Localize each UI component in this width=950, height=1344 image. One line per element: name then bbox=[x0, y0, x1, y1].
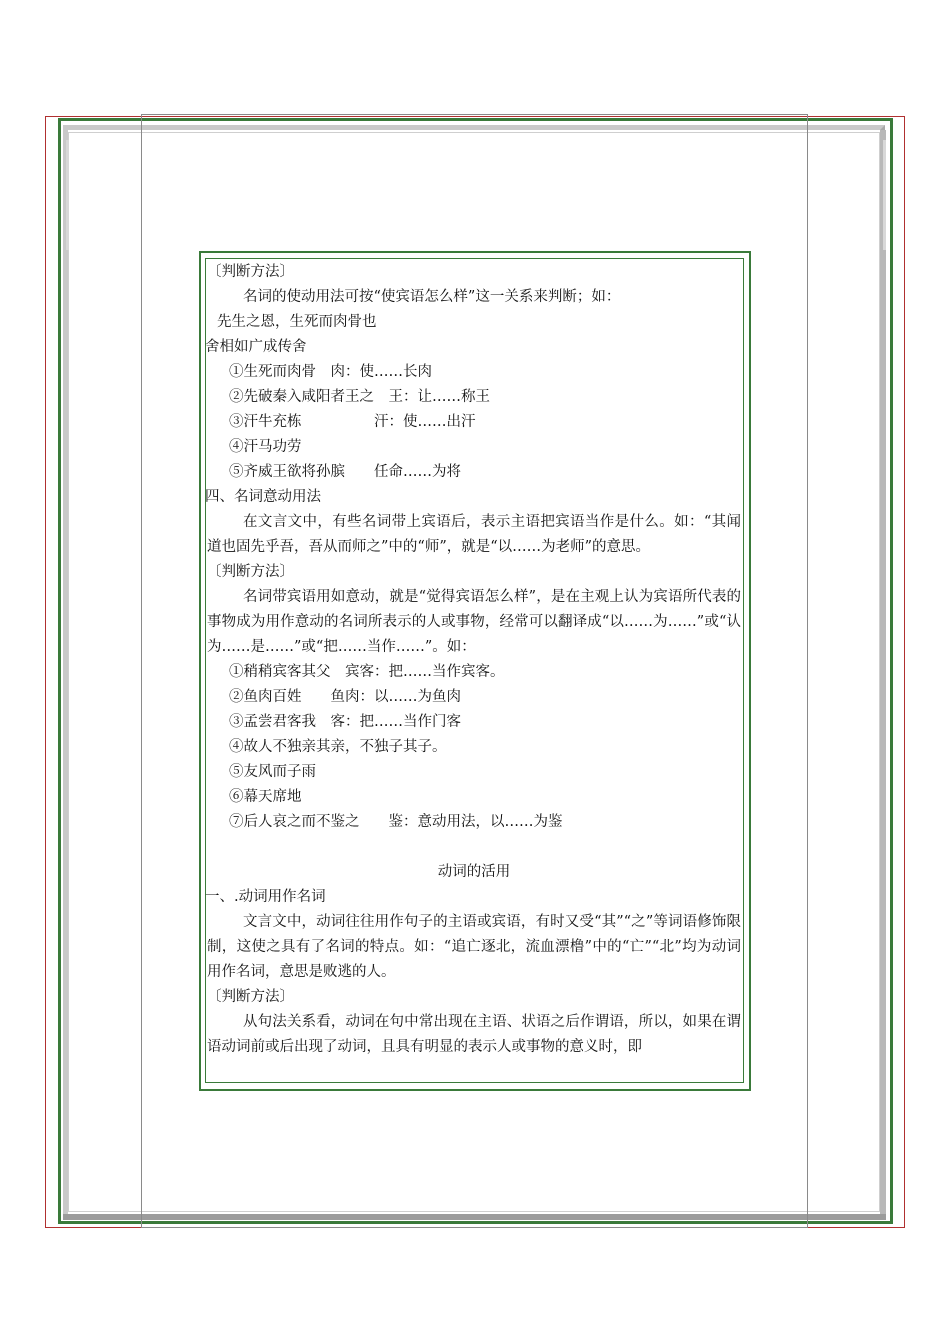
heading-method-2: 〔判断方法〕 bbox=[207, 564, 294, 580]
example-item: ②先破秦入咸阳者王之 王：让……称王 bbox=[229, 389, 490, 405]
example-item: ③孟尝君客我 客：把……当作门客 bbox=[229, 714, 461, 730]
paragraph: 名词带宾语用如意动，就是“觉得宾语怎么样”，是在主观上认为宾语所代表的事物成为用作意动的名词所表示的人或事物，经常可以翻译成“以……为……”或“认为……是……”或“把……当作……”。如： bbox=[207, 589, 741, 655]
paragraph-line: 名词的使动用法可按“使宾语怎么样”这一关系来判断；如： bbox=[243, 289, 621, 305]
section-heading: 四、名词意动用法 bbox=[205, 489, 321, 505]
frame-right-highlight bbox=[883, 140, 886, 250]
example-item: ⑥幕天席地 bbox=[229, 789, 302, 805]
example-item: ⑤齐威王欲将孙膑 任命……为将 bbox=[229, 464, 461, 480]
example-item: ①生死而肉骨 肉：使……长肉 bbox=[229, 364, 432, 380]
example-item: ②鱼肉百姓 鱼肉：以……为鱼肉 bbox=[229, 689, 461, 705]
document-text bbox=[207, 260, 741, 1060]
example-item: ⑤友风而子雨 bbox=[229, 764, 316, 780]
paragraph: 在文言文中，有些名词带上宾语后，表示主语把宾语当作是什么。如：“其闻道也固先乎吾，吾从而师之”中的“师”，就是“以……为老师”的意思。 bbox=[207, 514, 741, 555]
section-heading: 一、.动词用作名词 bbox=[205, 889, 326, 905]
example-item: ①稍稍宾客其父 宾客：把……当作宾客。 bbox=[229, 664, 505, 680]
section-title: 动词的活用 bbox=[437, 864, 511, 880]
example-item: ④故人不独亲其亲，不独子其子。 bbox=[229, 739, 447, 755]
heading-method-3: 〔判断方法〕 bbox=[207, 989, 294, 1005]
example-line: 舍相如广成传舍 bbox=[205, 339, 307, 355]
example-item: ⑦后人哀之而不鉴之 鉴：意动用法，以……为鉴 bbox=[229, 814, 563, 830]
paragraph: 从句法关系看，动词在句中常出现在主语、状语之后作谓语，所以，如果在谓语动词前或后出现了动词，且具有明显的表示人或事物的意义时，即 bbox=[207, 1014, 741, 1055]
example-item: ③汗牛充栋 汗：使……出汗 bbox=[229, 414, 476, 430]
frame-left-highlight bbox=[66, 140, 69, 250]
example-item: ④汗马功劳 bbox=[229, 439, 302, 455]
heading-method-1: 〔判断方法〕 bbox=[207, 264, 294, 280]
blank-line bbox=[207, 835, 741, 860]
paragraph: 文言文中，动词往往用作句子的主语或宾语，有时又受“其”“之”等词语修饰限制，这使之具有了名词的特点。如：“追亡逐北，流血漂橹”中的“亡”“北”均为动词用作名词，意思是败逃的人。 bbox=[207, 914, 741, 980]
frame-shadow-right bbox=[880, 130, 886, 1218]
example-line: 先生之恩，生死而肉骨也 bbox=[217, 314, 377, 330]
